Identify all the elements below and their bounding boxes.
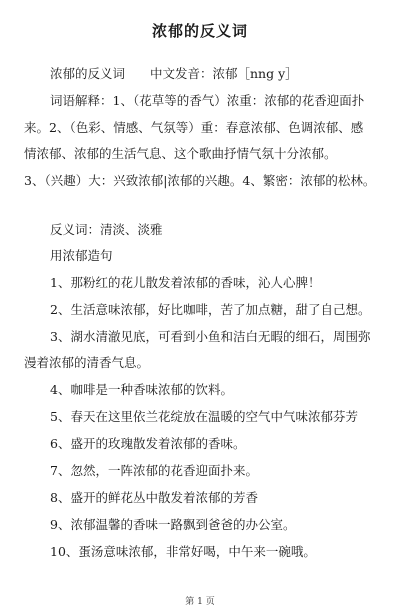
explain-line: 3、（兴趣）大：兴致浓郁|浓郁的兴趣。4、繁密：浓郁的松林。 [24, 173, 376, 188]
sentence-item: 6、盛开的玫瑰散发着浓郁的香味。 [50, 436, 246, 451]
sentence-item: 1、那粉红的花儿散发着浓郁的香味，沁人心脾！ [50, 275, 321, 290]
explain-line: 来。2、（色彩、情感、气氛等）重：春意浓郁、色调浓郁、感 [24, 120, 364, 135]
page-number: 第 1 页 [185, 597, 215, 607]
explain-line: 情浓郁、浓郁的生活气息、这个歌曲抒情气氛十分浓郁。 [24, 146, 337, 161]
sentence-item-continued: 漫着浓郁的清香气息。 [24, 355, 150, 370]
sentence-item: 4、咖啡是一种香味浓郁的饮料。 [50, 382, 233, 397]
sentence-item: 10、蛋汤意味浓郁，非常好喝，中午来一碗哦。 [50, 544, 316, 559]
sentence-item: 3、湖水清澈见底，可看到小鱼和洁白无暇的细石，周围弥 [50, 329, 371, 344]
sentence-item: 8、盛开的鲜花丛中散发着浓郁的芳香 [50, 490, 258, 505]
sentence-item: 7、忽然，一阵浓郁的花香迎面扑来。 [50, 463, 258, 478]
page-title: 浓郁的反义词 [151, 22, 248, 40]
sentence-heading: 用浓郁造句 [50, 248, 113, 263]
sentence-item: 2、生活意味浓郁，好比咖啡，苦了加点糖，甜了自己想。 [50, 302, 371, 317]
sentence-item: 5、春天在这里依兰花绽放在温暖的空气中气味浓郁芬芳 [50, 409, 358, 424]
antonyms-line: 反义词：清淡、淡雅 [50, 222, 163, 237]
header-line: 浓郁的反义词 中文发音：浓郁［nng y］ [50, 66, 298, 81]
explain-line: 词语解释：1、（花草等的香气）浓重：浓郁的花香迎面扑 [50, 93, 365, 108]
sentence-item: 9、浓郁温馨的香味一路飘到爸爸的办公室。 [50, 517, 296, 532]
